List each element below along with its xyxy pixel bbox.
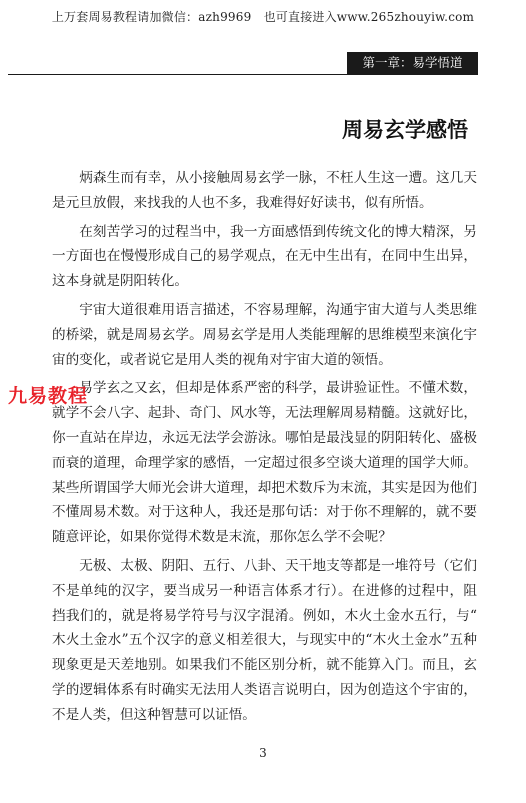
page-number: 3 [259, 746, 267, 760]
paragraph: 无极、太极、阴阳、五行、八卦、天干地支等都是一堆符号（它们不是单纯的汉字，要当成另一种语言体系才行）。在进修的过程中，阻挡我们的，就是将易学符号与汉字混淆。例如，木火土金水五行，与“木火土金水”五个汉字的意义相差很大，与现实中的“木火土金水”五种现象更是天差地别。如果我们不能区别分析，就不能算入门。而且，玄学的逻辑体系有时确实无法用人类语言说明白，因为创造这个宇宙的，不是人类，但这种智慧可以证悟。 [52, 557, 477, 723]
article-title: 周易玄学感悟 [342, 118, 468, 142]
paragraph: 在刻苦学习的过程当中，我一方面感悟到传统文化的博大精深，另一方面也在慢慢形成自己的易学观点，在无中生出有，在同中生出异，这本身就是阴阳转化。 [52, 223, 477, 290]
paragraph: 易学玄之又玄，但却是体系严密的科学，最讲验证性。不懂术数，就学不会八字、起卦、奇门、风水等，无法理解周易精髓。这就好比，你一直站在岸边，永远无法学会游泳。哪怕是最浅显的阴阳转化、盛极而衰的道理，命理学家的感悟，一定超过很多空谈大道理的国学大师。某些所谓国学大师光会讲大道理，却把术数斥为末流，其实是因为他们不懂周易术数。对于这种人，我还是那句话：对于你不理解的，就不要随意评论，如果你觉得术数是末流，那你怎么学不会呢？ [52, 380, 477, 546]
article-body [52, 166, 477, 732]
top-banner: 上万套周易教程请加微信：azh9969 也可直接进入www.265zhouyiw.com [51, 10, 475, 24]
paragraph: 炳森生而有幸，从小接触周易玄学一脉，不枉人生这一遭。这几天是元旦放假，来找我的人也不多，我难得好好读书，似有所悟。 [52, 170, 477, 211]
watermark-logo: 九易教程 [8, 385, 89, 407]
chapter-label: 第一章：易学悟道 [347, 52, 478, 74]
paragraph: 宇宙大道很难用语言描述，不容易理解，沟通宇宙大道与人类思维的桥梁，就是周易玄学。周易玄学是用人类能理解的思维模型来演化宇宙的变化，或者说它是用人类的视角对宇宙大道的领悟。 [52, 301, 477, 368]
header-rule [8, 74, 478, 75]
